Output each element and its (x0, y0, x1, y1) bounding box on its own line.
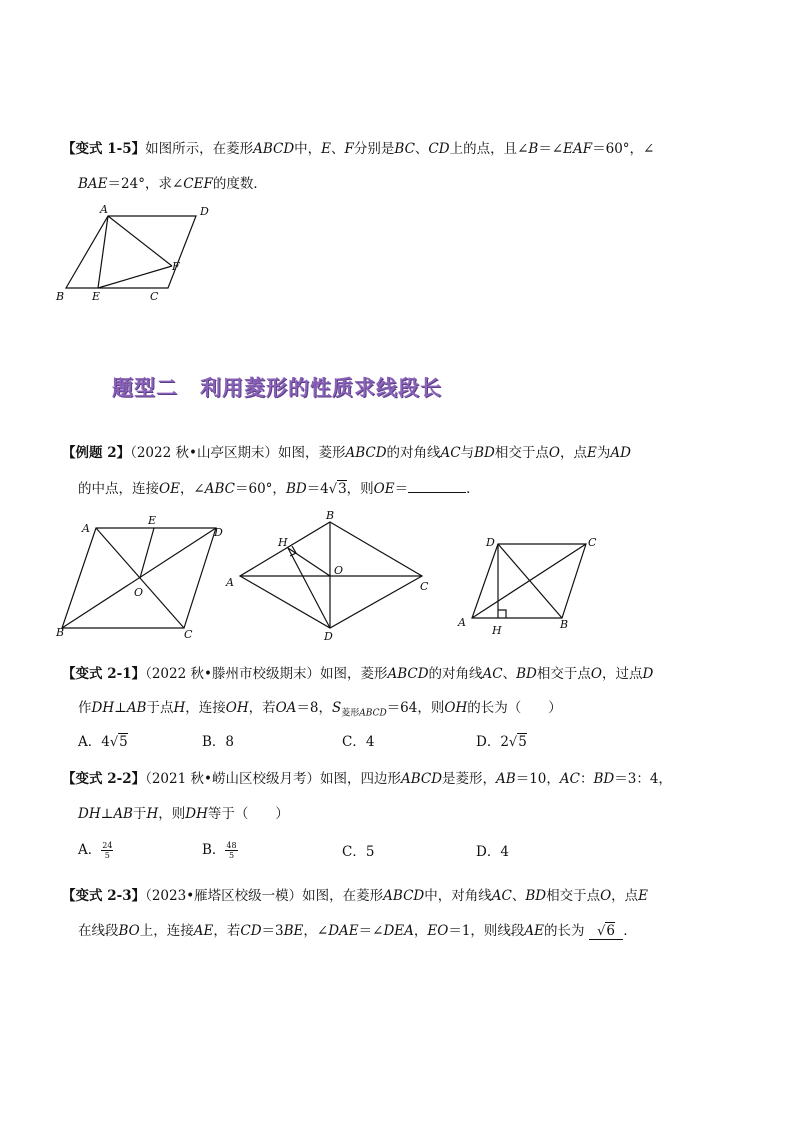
answer-blank (408, 478, 466, 493)
fraction: $\frac{48}{5}$ (226, 841, 237, 860)
label-a: A (82, 522, 90, 535)
label-c: C (420, 580, 429, 593)
label-d: D (214, 526, 223, 539)
label-h: H (492, 624, 502, 637)
diagonal-bd (498, 544, 562, 618)
problem-tag: 【变式 2-1】 (62, 666, 146, 682)
label-d: D (486, 536, 495, 549)
problem-2-3-line-1: 【变式 2-3】（2023•雁塔区校级一模）如图，在菱形ABCD中，对角线AC、BD相交于点O，点E (62, 888, 649, 904)
label-e: E (92, 290, 101, 303)
figure-rhombus-oe (52, 510, 232, 642)
option-d: D．2√5 (476, 734, 527, 750)
problem-1-5-line-1: 【变式 1-5】如图所示，在菱形ABCD中，E、F分别是BC、CD上的点，且∠B＝∠EAF＝60°，∠ (62, 141, 655, 157)
segment-oh (288, 548, 330, 576)
label-c: C (150, 290, 159, 303)
segment-af (108, 216, 172, 266)
fraction: $\frac{24}{5}$ (102, 841, 113, 860)
option-a: A．4√5 (78, 734, 128, 750)
problem-2-3-line-2: 在线段BO上，连接AE，若CD＝3BE，∠DAE＝∠DEA，EO＝1，则线段AE的长为 √6 ． (78, 923, 637, 939)
figure-rhombus-oh (224, 510, 436, 644)
figure-rhombus-dh (452, 528, 602, 640)
option-c: C．5 (342, 844, 375, 860)
problem-tag: 【变式 2-3】 (62, 888, 146, 904)
label-a: A (458, 616, 466, 629)
rhombus-outline (240, 522, 422, 628)
example-2-line-2: 的中点，连接OE，∠ABC＝60°，BD＝4√3，则OE＝ ． (78, 478, 480, 500)
label-a: A (100, 203, 108, 216)
segment-oe (140, 528, 154, 578)
label-e: E (148, 514, 157, 527)
rhombus-outline (66, 216, 196, 288)
segment-ef (98, 266, 172, 288)
example-2-line-1: 【例题 2】（2022 秋•山亭区期末）如图，菱形ABCD的对角线AC与BD相交于点O，点E为AD (62, 445, 631, 461)
problem-1-5-line-2: BAE＝24°，求∠CEF的度数． (78, 176, 267, 192)
option-d: D．4 (476, 844, 509, 860)
label-d: D (324, 630, 333, 643)
problem-2-1-line-1: 【变式 2-1】（2022 秋•滕州市校级期末）如图，菱形ABCD的对角线AC、BD相交于点O，过点D (62, 666, 654, 682)
label-c: C (588, 536, 597, 549)
label-o: O (134, 586, 144, 599)
problem-2-2-line-2: DH⊥AB于H，则DH等于（ ） (78, 806, 289, 822)
figure-rhombus-1-5 (50, 200, 220, 310)
right-angle-mark (498, 610, 506, 618)
problem-tag: 【例题 2】 (62, 445, 131, 461)
label-o: O (334, 564, 344, 577)
diagonal-ac (472, 544, 586, 618)
label-a: A (226, 576, 234, 589)
label-d: D (200, 205, 209, 218)
diagonal-bd (62, 528, 216, 628)
option-a: A． $\frac{24}{5}$ (78, 841, 113, 860)
label-h: H (278, 536, 288, 549)
label-f: F (172, 260, 180, 273)
section-title: 题型二 利用菱形的性质求线段长 (112, 376, 442, 400)
answer: √6 (589, 923, 623, 940)
label-b: B (56, 290, 65, 303)
problem-2-2-line-1: 【变式 2-2】（2021 秋•崂山区校级月考）如图，四边形ABCD是菱形，AB＝10，AC：BD＝3：4， (62, 771, 672, 787)
problem-tag: 【变式 1-5】 (62, 141, 146, 157)
label-b: B (560, 618, 569, 631)
option-b: B．8 (202, 734, 235, 750)
option-c: C．4 (342, 734, 375, 750)
label-b: B (56, 626, 65, 639)
label-c: C (184, 628, 193, 641)
segment-ae (98, 216, 108, 288)
problem-tag: 【变式 2-2】 (62, 771, 146, 787)
option-b: B． $\frac{48}{5}$ (202, 841, 237, 860)
label-b: B (326, 510, 335, 522)
problem-2-1-line-2: 作DH⊥AB于点H，连接OH，若OA＝8，$S_{菱形ABCD}=64$，则OH的长为（ ） (78, 700, 562, 719)
